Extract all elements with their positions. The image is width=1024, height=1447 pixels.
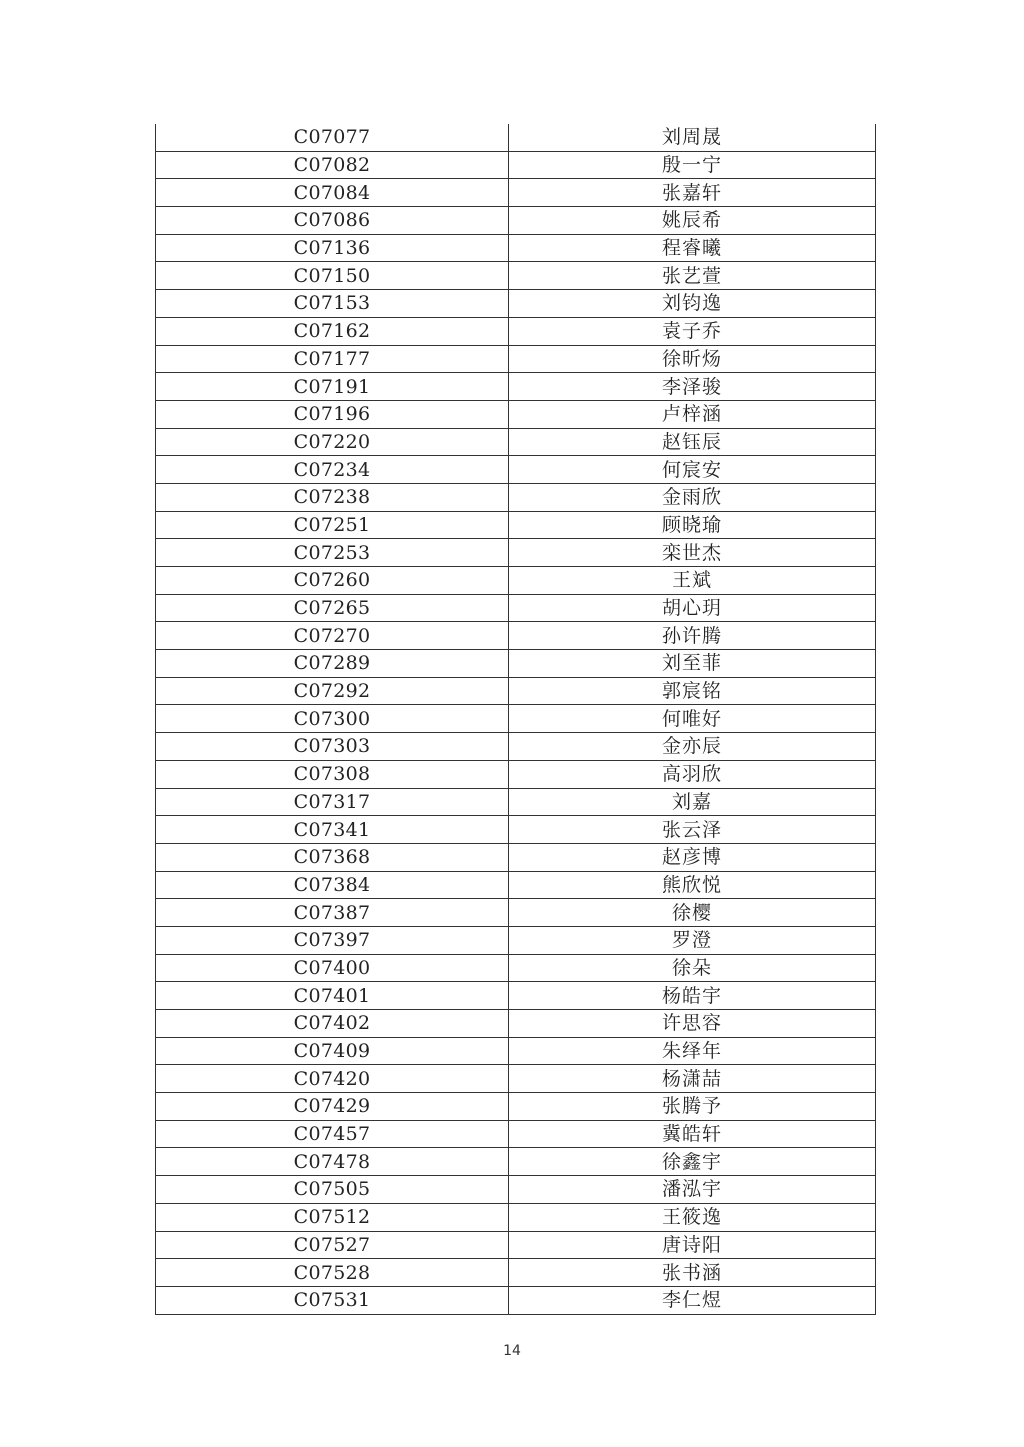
- roster-table-body: [156, 124, 876, 1314]
- candidate-id-cell: C07409: [156, 1037, 509, 1065]
- candidate-name-cell: 唐诗阳: [509, 1231, 876, 1259]
- table-row: [156, 1120, 876, 1148]
- table-row: [156, 290, 876, 318]
- table-row: [156, 843, 876, 871]
- table-row: [156, 483, 876, 511]
- candidate-id-cell: C07384: [156, 871, 509, 899]
- candidate-id-cell: C07077: [156, 124, 509, 151]
- candidate-name-cell: 殷一宁: [509, 151, 876, 179]
- page-number: 14: [503, 1343, 521, 1359]
- table-row: [156, 567, 876, 595]
- candidate-id-cell: C07505: [156, 1176, 509, 1204]
- candidate-id-cell: C07457: [156, 1120, 509, 1148]
- table-row: [156, 262, 876, 290]
- table-row: [156, 234, 876, 262]
- candidate-name-cell: 潘泓宇: [509, 1176, 876, 1204]
- candidate-name-cell: 徐樱: [509, 899, 876, 927]
- candidate-name-cell: 杨皓宇: [509, 982, 876, 1010]
- candidate-name-cell: 金雨欣: [509, 483, 876, 511]
- table-row: [156, 207, 876, 235]
- candidate-id-cell: C07238: [156, 483, 509, 511]
- candidate-name-cell: 李仁煜: [509, 1286, 876, 1314]
- candidate-id-cell: C07429: [156, 1093, 509, 1121]
- table-row: [156, 539, 876, 567]
- candidate-id-cell: C07528: [156, 1259, 509, 1287]
- candidate-name-cell: 卢梓涵: [509, 400, 876, 428]
- candidate-id-cell: C07220: [156, 428, 509, 456]
- candidate-name-cell: 许思容: [509, 1010, 876, 1038]
- candidate-id-cell: C07300: [156, 705, 509, 733]
- candidate-id-cell: C07478: [156, 1148, 509, 1176]
- table-row: [156, 705, 876, 733]
- candidate-id-cell: C07289: [156, 650, 509, 678]
- candidate-name-cell: 何宸安: [509, 456, 876, 484]
- table-row: [156, 124, 876, 151]
- candidate-name-cell: 刘钧逸: [509, 290, 876, 318]
- candidate-name-cell: 顾晓瑜: [509, 511, 876, 539]
- table-row: [156, 1010, 876, 1038]
- candidate-id-cell: C07153: [156, 290, 509, 318]
- candidate-name-cell: 张艺萱: [509, 262, 876, 290]
- candidate-id-cell: C07253: [156, 539, 509, 567]
- candidate-name-cell: 李泽骏: [509, 373, 876, 401]
- table-row: [156, 788, 876, 816]
- candidate-name-cell: 冀皓轩: [509, 1120, 876, 1148]
- table-row: [156, 871, 876, 899]
- candidate-name-cell: 徐鑫宇: [509, 1148, 876, 1176]
- candidate-id-cell: C07368: [156, 843, 509, 871]
- candidate-name-cell: 罗澄: [509, 926, 876, 954]
- table-row: [156, 760, 876, 788]
- candidate-name-cell: 刘嘉: [509, 788, 876, 816]
- table-row: [156, 594, 876, 622]
- candidate-name-cell: 栾世杰: [509, 539, 876, 567]
- table-row: [156, 1259, 876, 1287]
- candidate-id-cell: C07402: [156, 1010, 509, 1038]
- candidate-id-cell: C07531: [156, 1286, 509, 1314]
- candidate-id-cell: C07270: [156, 622, 509, 650]
- candidate-id-cell: C07397: [156, 926, 509, 954]
- candidate-name-cell: 张嘉轩: [509, 179, 876, 207]
- candidate-name-cell: 王斌: [509, 567, 876, 595]
- candidate-id-cell: C07084: [156, 179, 509, 207]
- table-row: [156, 317, 876, 345]
- candidate-id-cell: C07082: [156, 151, 509, 179]
- candidate-id-cell: C07527: [156, 1231, 509, 1259]
- candidate-id-cell: C07086: [156, 207, 509, 235]
- candidate-name-cell: 胡心玥: [509, 594, 876, 622]
- roster-table: [155, 124, 876, 1315]
- table-row: [156, 456, 876, 484]
- table-row: [156, 511, 876, 539]
- candidate-name-cell: 高羽欣: [509, 760, 876, 788]
- candidate-id-cell: C07136: [156, 234, 509, 262]
- candidate-name-cell: 赵钰辰: [509, 428, 876, 456]
- candidate-id-cell: C07177: [156, 345, 509, 373]
- table-row: [156, 1037, 876, 1065]
- table-row: [156, 677, 876, 705]
- candidate-name-cell: 杨潇喆: [509, 1065, 876, 1093]
- candidate-id-cell: C07191: [156, 373, 509, 401]
- table-row: [156, 899, 876, 927]
- candidate-id-cell: C07512: [156, 1203, 509, 1231]
- table-row: [156, 428, 876, 456]
- table-row: [156, 151, 876, 179]
- candidate-name-cell: 朱绎年: [509, 1037, 876, 1065]
- candidate-name-cell: 徐朵: [509, 954, 876, 982]
- candidate-name-cell: 徐昕炀: [509, 345, 876, 373]
- table-row: [156, 650, 876, 678]
- candidate-name-cell: 刘周晟: [509, 124, 876, 151]
- candidate-name-cell: 郭宸铭: [509, 677, 876, 705]
- candidate-id-cell: C07303: [156, 733, 509, 761]
- candidate-id-cell: C07234: [156, 456, 509, 484]
- candidate-name-cell: 何唯好: [509, 705, 876, 733]
- candidate-id-cell: C07162: [156, 317, 509, 345]
- candidate-id-cell: C07317: [156, 788, 509, 816]
- candidate-id-cell: C07265: [156, 594, 509, 622]
- candidate-id-cell: C07341: [156, 816, 509, 844]
- candidate-id-cell: C07260: [156, 567, 509, 595]
- table-row: [156, 1286, 876, 1314]
- candidate-id-cell: C07387: [156, 899, 509, 927]
- table-row: [156, 1093, 876, 1121]
- table-row: [156, 982, 876, 1010]
- table-row: [156, 733, 876, 761]
- candidate-name-cell: 张书涵: [509, 1259, 876, 1287]
- table-row: [156, 926, 876, 954]
- candidate-name-cell: 姚辰希: [509, 207, 876, 235]
- table-row: [156, 345, 876, 373]
- table-row: [156, 816, 876, 844]
- candidate-id-cell: C07308: [156, 760, 509, 788]
- candidate-name-cell: 张腾予: [509, 1093, 876, 1121]
- table-row: [156, 1176, 876, 1204]
- candidate-name-cell: 孙许腾: [509, 622, 876, 650]
- candidate-name-cell: 金亦辰: [509, 733, 876, 761]
- table-row: [156, 373, 876, 401]
- table-row: [156, 622, 876, 650]
- candidate-name-cell: 刘至菲: [509, 650, 876, 678]
- candidate-id-cell: C07401: [156, 982, 509, 1010]
- table-row: [156, 1065, 876, 1093]
- candidate-id-cell: C07251: [156, 511, 509, 539]
- table-row: [156, 400, 876, 428]
- table-row: [156, 954, 876, 982]
- roster-table-container: [155, 124, 875, 1315]
- candidate-name-cell: 张云泽: [509, 816, 876, 844]
- candidate-id-cell: C07292: [156, 677, 509, 705]
- candidate-id-cell: C07196: [156, 400, 509, 428]
- candidate-name-cell: 袁子乔: [509, 317, 876, 345]
- table-row: [156, 1148, 876, 1176]
- table-row: [156, 179, 876, 207]
- candidate-id-cell: C07400: [156, 954, 509, 982]
- table-row: [156, 1231, 876, 1259]
- candidate-name-cell: 程睿曦: [509, 234, 876, 262]
- table-row: [156, 1203, 876, 1231]
- candidate-name-cell: 熊欣悦: [509, 871, 876, 899]
- candidate-id-cell: C07420: [156, 1065, 509, 1093]
- candidate-id-cell: C07150: [156, 262, 509, 290]
- candidate-name-cell: 王筱逸: [509, 1203, 876, 1231]
- candidate-name-cell: 赵彦博: [509, 843, 876, 871]
